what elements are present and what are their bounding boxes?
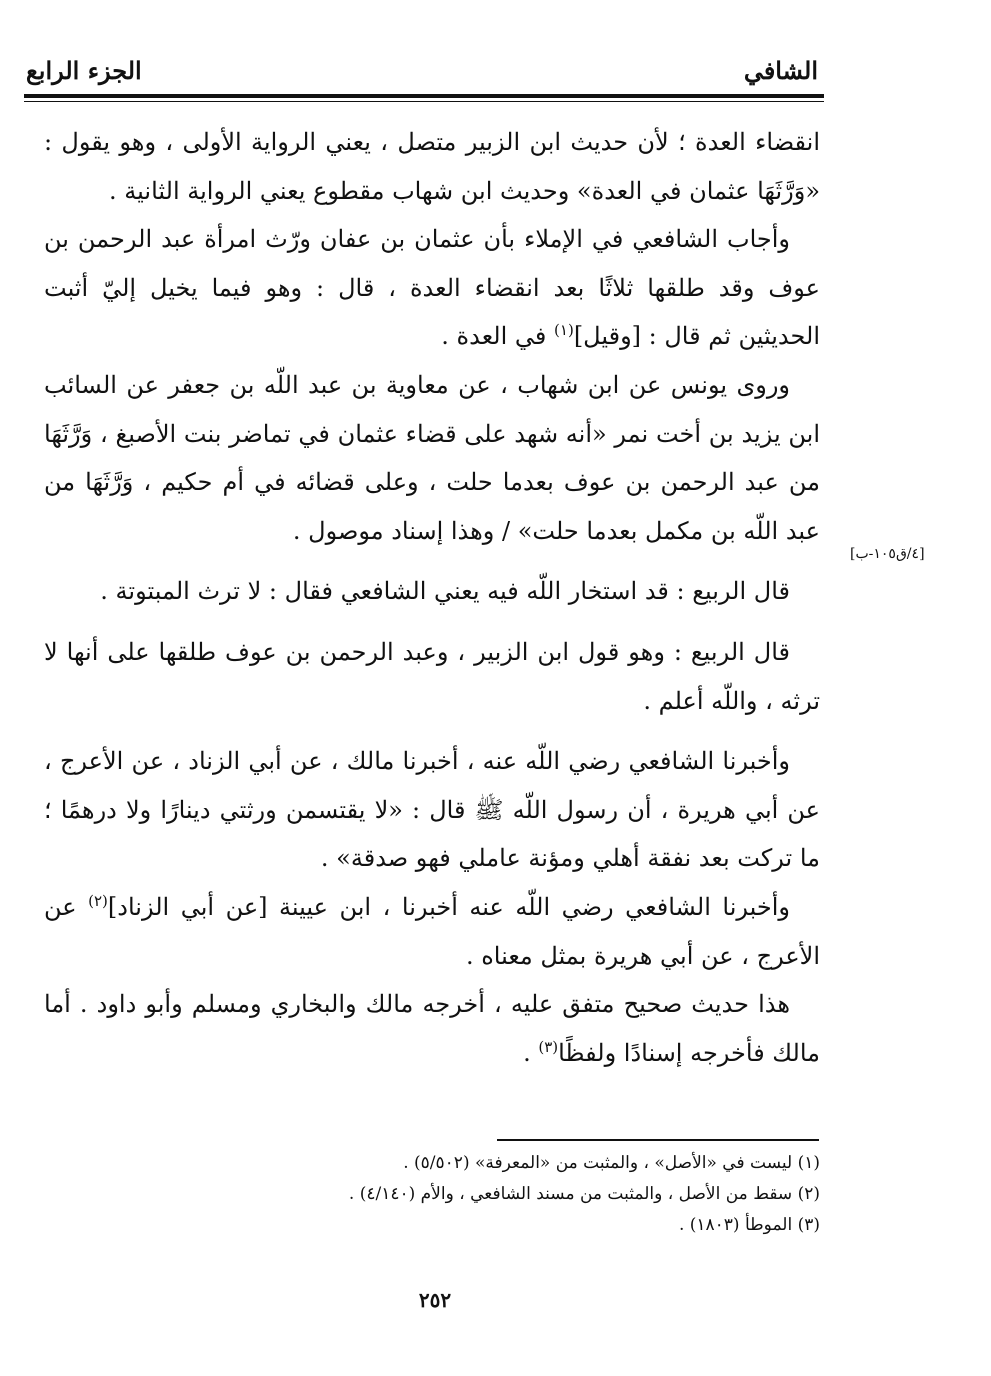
- main-text: [44, 118, 820, 1077]
- footnote-separator: [497, 1139, 819, 1141]
- paragraph-text: انقضاء العدة ؛ لأن حديث ابن الزبير متصل ، يعني الرواية الأولى ، وهو يقول : «وَرَّثَهَا عثمان في العدة» وحديث ابن شهاب مقطوع يعني الرواية الثانية .: [44, 128, 820, 205]
- paragraph-text-tail: في العدة .: [441, 322, 555, 351]
- paragraph: [44, 567, 820, 616]
- paragraph-text: هذا حديث صحيح متفق عليه ، أخرجه مالك والبخاري ومسلم وأبو داود . أما مالك فأخرجه إسنادًا ولفظًا: [44, 990, 820, 1067]
- running-header: [24, 50, 822, 96]
- paragraph: [44, 215, 820, 361]
- paragraph-text: قال الربيع : وهو قول ابن الزبير ، وعبد الرحمن بن عوف طلقها على أنها لا ترثه ، واللّه أعلم .: [44, 637, 820, 715]
- footnote: (١) ليست في «الأصل» ، والمثبت من «المعرفة» (٥/٥٠٢) .: [403, 1153, 820, 1173]
- paragraph-text: قال الربيع : قد استخار اللّه فيه يعني الشافعي فقال : لا ترث المبتوتة .: [100, 577, 790, 606]
- book-title: الشافي: [743, 56, 818, 85]
- paragraph: [44, 883, 820, 980]
- paragraph-text-tail: عن الأعرج ، عن أبي هريرة بمثل معناه .: [44, 892, 820, 970]
- paragraph: [44, 628, 820, 725]
- manuscript-folio-note: [٤/ق١٠٥-ب]: [850, 546, 925, 562]
- paragraph-text: وأجاب الشافعي في الإملاء بأن عثمان بن عفان ورّث امرأة عبد الرحمن بن عوف وقد طلقها ثلاثًا بعد انقضاء العدة ، قال : وهو فيما يخيل إليّ أثبت الحديثين ثم قال : [وقيل]: [44, 225, 820, 351]
- footnotes: [200, 1148, 820, 1241]
- footnote: (٣) الموطأ (١٨٠٣) .: [678, 1215, 820, 1235]
- paragraph-text: وأخبرنا الشافعي رضي اللّه عنه ، أخبرنا مالك ، عن أبي الزناد ، عن الأعرج ، عن أبي هريرة ، أن رسول اللّه ﷺ قال : «لا يقتسمن ورثتي دينارًا ولا درهمًا ؛ ما تركت بعد نفقة أهلي ومؤنة عاملي فهو صدقة» .: [44, 747, 820, 873]
- footnote-ref[interactable]: (١): [554, 321, 574, 340]
- part-title: الجزء الرابع: [26, 56, 142, 85]
- paragraph-text: وأخبرنا الشافعي رضي اللّه عنه أخبرنا ، ابن عيينة [عن أبي الزناد]: [107, 892, 791, 921]
- page-number: ٢٥٢: [418, 1288, 452, 1312]
- header-rule-thin: [24, 101, 824, 102]
- paragraph: [44, 737, 820, 883]
- paragraph: [44, 118, 820, 215]
- paragraph: [44, 361, 820, 555]
- paragraph-text-tail: .: [523, 1038, 539, 1067]
- footnote-ref[interactable]: (٣): [538, 1037, 559, 1056]
- footnote-ref[interactable]: (٢): [88, 891, 108, 910]
- paragraph-text: وروى يونس عن ابن شهاب ، عن معاوية بن عبد اللّه بن جعفر عن السائب ابن يزيد بن أخت نمر «أنه شهد على قضاء عثمان في تماضر بنت الأصبغ ، وَرَّثَهَا من عبد الرحمن بن عوف بعدما حلت ، وعلى قضائه في أم حكيم ، وَرَّثَهَا من عبد اللّه بن مكمل بعدما حلت» / وهذا إسناد موصول .: [44, 370, 820, 545]
- paragraph: [44, 980, 820, 1077]
- footnote: (٢) سقط من الأصل ، والمثبت من مسند الشافعي ، والأم (٤/١٤٠) .: [348, 1184, 820, 1204]
- header-rule-thick: [24, 94, 824, 98]
